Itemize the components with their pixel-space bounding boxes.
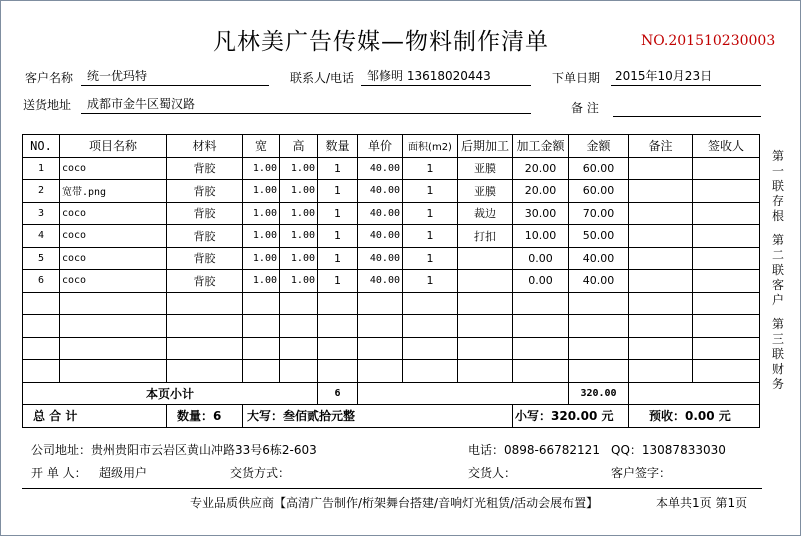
cell-process-amount: 0.00 [513,270,569,293]
customer-sign-label: 客户签字： [611,466,672,480]
cell-unit-price: 40.00 [358,247,403,270]
col-header-no: NO. [23,135,60,158]
cell-item: coco [60,225,167,248]
cell-item: coco [60,247,167,270]
empty-cell [513,360,569,383]
cell-unit-price: 40.00 [358,225,403,248]
subtotal-row [23,382,760,405]
items-table [22,134,760,428]
cell-signer [693,157,760,180]
cell-unit-price: 40.00 [358,270,403,293]
empty-cell [23,337,60,360]
col-header-item: 项目名称 [60,135,167,158]
cell-width: 1.00 [243,180,280,203]
empty-cell [569,315,629,338]
empty-cell [629,337,693,360]
cell-qty: 1 [318,270,358,293]
address-value: 成都市金牛区蜀汉路 [87,97,196,111]
cell-unit-price: 40.00 [358,202,403,225]
col-header-remark: 备注 [629,135,693,158]
table-row [23,202,760,225]
cell-no: 1 [23,157,60,180]
cell-height: 1.00 [280,202,318,225]
table-row-empty [23,315,760,338]
cell-remark [629,225,693,248]
document-title: 凡林美广告传媒—物料制作清单 [213,29,549,55]
order-date-underline [611,85,761,86]
cell-height: 1.00 [280,180,318,203]
total-qty: 数量：6 [167,405,243,428]
subtotal-label: 本页小计 [23,382,318,405]
col-header-post-process: 后期加工 [458,135,513,158]
cell-item: coco [60,202,167,225]
empty-cell [629,360,693,383]
cell-remark [629,180,693,203]
col-header-width: 宽 [243,135,280,158]
empty-cell [458,292,513,315]
empty-cell [318,337,358,360]
cell-post-process: 裁边 [458,202,513,225]
empty-cell [403,292,458,315]
empty-cell [403,360,458,383]
contact-underline [361,85,531,86]
cell-amount: 60.00 [569,157,629,180]
cell-area: 1 [403,202,458,225]
cell-qty: 1 [318,202,358,225]
empty-cell [693,337,760,360]
empty-cell [458,315,513,338]
col-header-height: 高 [280,135,318,158]
remark-label: 备 注 [571,101,599,115]
delivery-person-label: 交货人： [468,466,517,480]
issuer-value: 超级用户 [99,466,148,480]
cell-width: 1.00 [243,157,280,180]
cell-post-process [458,247,513,270]
table-row [23,180,760,203]
empty-cell [243,292,280,315]
empty-cell [318,292,358,315]
issuer-label: 开 单 人： [31,466,87,480]
empty-cell [693,315,760,338]
slogan: 专业品质供应商【高清广告制作/桁架舞台搭建/音响灯光租赁/活动会展布置】 [190,496,599,510]
empty-cell [513,337,569,360]
cell-no: 2 [23,180,60,203]
cell-amount: 50.00 [569,225,629,248]
cell-material: 背胶 [167,270,243,293]
col-header-material: 材料 [167,135,243,158]
cell-area: 1 [403,247,458,270]
cell-material: 背胶 [167,180,243,203]
cell-remark [629,247,693,270]
prepaid-amount: 预收：0.00 元 [629,405,760,428]
cell-width: 1.00 [243,225,280,248]
subtotal-spacer-2 [629,382,760,405]
cell-amount: 70.00 [569,202,629,225]
cell-unit-price: 40.00 [358,180,403,203]
subtotal-qty: 6 [318,382,358,405]
empty-cell [358,337,403,360]
cell-amount: 60.00 [569,180,629,203]
empty-cell [60,315,167,338]
cell-amount: 40.00 [569,270,629,293]
cell-area: 1 [403,157,458,180]
contact-value: 邹修明 13618020443 [367,69,491,83]
side-label-customer: 第二联客户 [771,233,784,307]
empty-cell [167,315,243,338]
cell-signer [693,225,760,248]
subtotal-spacer [358,382,569,405]
cell-signer [693,247,760,270]
cell-process-amount: 0.00 [513,247,569,270]
empty-cell [60,337,167,360]
subtotal-amount: 320.00 [569,382,629,405]
cell-process-amount: 30.00 [513,202,569,225]
empty-cell [318,315,358,338]
address-label: 送货地址 [23,98,72,112]
cell-area: 1 [403,225,458,248]
cell-width: 1.00 [243,270,280,293]
empty-cell [458,337,513,360]
empty-cell [23,292,60,315]
cell-material: 背胶 [167,225,243,248]
cell-height: 1.00 [280,225,318,248]
table-row [23,225,760,248]
cell-remark [629,157,693,180]
col-header-area: 面积(m2) [403,135,458,158]
grand-total-row [23,405,760,428]
cell-area: 1 [403,270,458,293]
cell-height: 1.00 [280,270,318,293]
cell-remark [629,270,693,293]
col-header-amount: 金额 [569,135,629,158]
col-header-process-amount: 加工金额 [513,135,569,158]
empty-cell [280,337,318,360]
contact-label: 联系人/电话 [290,71,355,85]
cell-qty: 1 [318,157,358,180]
side-label-stub: 第一联存根 [771,149,784,223]
empty-cell [23,360,60,383]
cell-post-process: 打扣 [458,225,513,248]
cell-item: 宽带.png [60,180,167,203]
empty-cell [280,315,318,338]
total-amount-figures: 小写：320.00 元 [513,405,629,428]
empty-cell [167,360,243,383]
col-header-signer: 签收人 [693,135,760,158]
table-header-row [23,135,760,158]
empty-cell [23,315,60,338]
empty-cell [280,292,318,315]
empty-cell [569,337,629,360]
customer-underline [81,85,269,86]
total-label: 总 合 计 [23,405,167,428]
cell-post-process: 亚膜 [458,157,513,180]
empty-cell [693,292,760,315]
cell-no: 6 [23,270,60,293]
empty-cell [629,315,693,338]
cell-no: 5 [23,247,60,270]
order-date-label: 下单日期 [552,71,601,85]
empty-cell [513,292,569,315]
company-qq: QQ：13087833030 [611,443,726,457]
cell-qty: 1 [318,225,358,248]
empty-cell [280,360,318,383]
cell-height: 1.00 [280,157,318,180]
empty-cell [358,360,403,383]
empty-cell [693,360,760,383]
empty-cell [60,292,167,315]
empty-cell [403,315,458,338]
cell-area: 1 [403,180,458,203]
cell-process-amount: 20.00 [513,157,569,180]
table-row-empty [23,292,760,315]
transaction-label: 交货方式： [230,466,291,480]
cell-process-amount: 20.00 [513,180,569,203]
cell-signer [693,202,760,225]
empty-cell [358,315,403,338]
empty-cell [167,292,243,315]
empty-cell [167,337,243,360]
table-row-empty [23,337,760,360]
empty-cell [569,292,629,315]
cell-qty: 1 [318,180,358,203]
empty-cell [60,360,167,383]
cell-process-amount: 10.00 [513,225,569,248]
cell-material: 背胶 [167,202,243,225]
col-header-unit-price: 单价 [358,135,403,158]
page-info: 本单共1页 第1页 [656,496,748,510]
cell-width: 1.00 [243,202,280,225]
empty-cell [318,360,358,383]
cell-item: coco [60,157,167,180]
table-row [23,247,760,270]
cell-post-process [458,270,513,293]
total-amount-words: 大写：叁佰贰拾元整 [243,405,513,428]
side-label-finance: 第三联财务 [771,317,784,391]
cell-item: coco [60,270,167,293]
cell-signer [693,180,760,203]
customer-label: 客户名称 [25,71,74,85]
customer-value: 统一优玛特 [87,69,148,83]
footer-divider [22,488,762,489]
empty-cell [358,292,403,315]
table-row [23,157,760,180]
cell-remark [629,202,693,225]
cell-amount: 40.00 [569,247,629,270]
cell-height: 1.00 [280,247,318,270]
cell-material: 背胶 [167,157,243,180]
company-address: 公司地址：贵州贵阳市云岩区黄山冲路33号6栋2-603 [31,443,317,457]
cell-post-process: 亚膜 [458,180,513,203]
table-row-empty [23,360,760,383]
empty-cell [403,337,458,360]
empty-cell [243,360,280,383]
empty-cell [458,360,513,383]
company-phone: 电话：0898-66782121 [468,443,600,457]
empty-cell [629,292,693,315]
cell-no: 4 [23,225,60,248]
cell-unit-price: 40.00 [358,157,403,180]
cell-no: 3 [23,202,60,225]
cell-width: 1.00 [243,247,280,270]
cell-qty: 1 [318,247,358,270]
order-date-value: 2015年10月23日 [615,69,713,83]
empty-cell [569,360,629,383]
empty-cell [513,315,569,338]
address-underline [81,113,531,114]
remark-underline [613,116,761,117]
cell-material: 背胶 [167,247,243,270]
empty-cell [243,337,280,360]
document-number: NO.201510230003 [641,33,776,49]
cell-signer [693,270,760,293]
col-header-qty: 数量 [318,135,358,158]
empty-cell [243,315,280,338]
table-row [23,270,760,293]
